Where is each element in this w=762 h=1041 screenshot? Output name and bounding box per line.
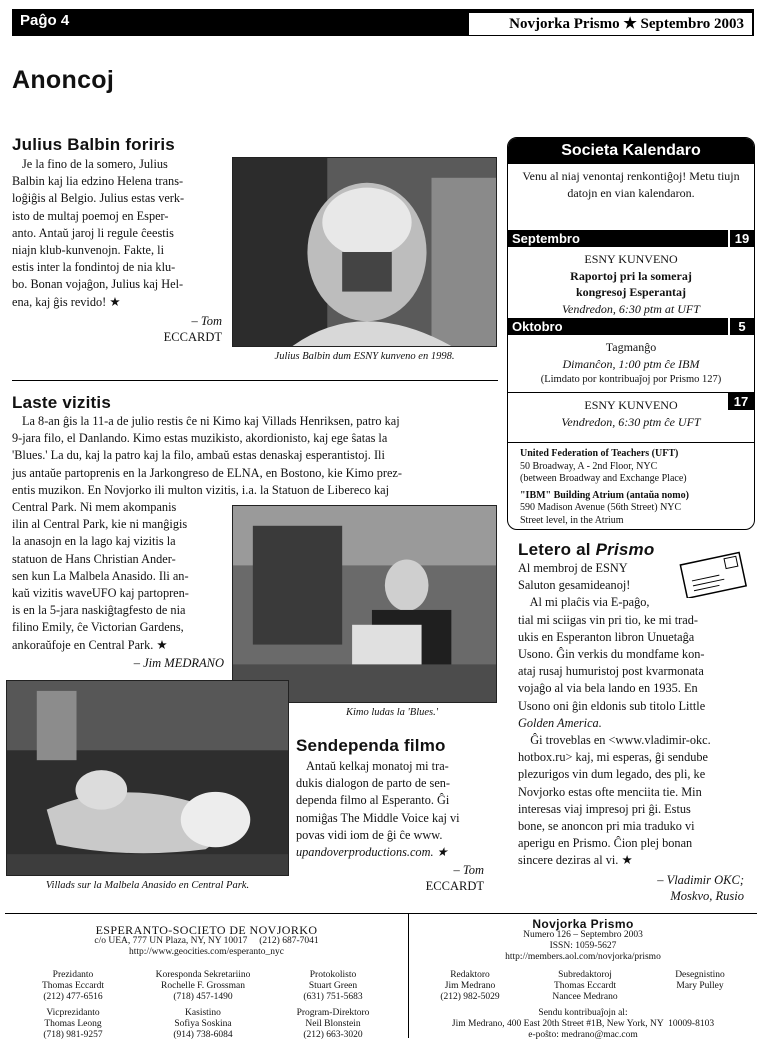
text-line: la anasojn en la lago kaj vizitis la [12,534,176,549]
staff-role: Desegnistino [675,970,725,980]
letter-byline [600,872,744,904]
text-line: tial mi sciigas vin pri tio, ke mi trad- [518,612,698,627]
officer-phone: (212) 477-6516 [43,992,103,1002]
staff-name: Mary Pulley [676,981,724,991]
event-when: Dimanĉon, 1:00 ptm ĉe IBM [562,356,700,371]
filmo-body [296,758,496,861]
officer [13,970,133,1003]
text-line: Saluton gesamideanoj! [518,578,631,593]
officer-name: Thomas Eccardt [42,981,104,991]
society-name: ESPERANTO-SOCIETO DE NOVJORKO [95,923,318,937]
officer-role: Kasistino [185,1008,221,1018]
text-line: Al mi plaĉis via E-paĝo, [518,595,650,610]
byline-line: Moskvo, Rusio [670,889,744,903]
text-line: loĝiĝis al Belgio. Julius estas verk- [12,191,185,206]
event-title: Tagmanĝo [605,340,657,354]
footer [5,913,757,1040]
calendar-title: Societa Kalendaro [508,138,754,164]
society-calendar [507,137,755,530]
text-line: Central Park. Ni mem akompanis [12,500,177,514]
officer-phone: (718) 457-1490 [173,992,233,1002]
address-line: "IBM" Building Atrium (antaŭa nomo) [520,489,689,501]
byline-line: – Tom [453,863,484,877]
address-line: 50 Broadway, A - 2nd Floor, NYC [520,460,658,472]
staff-name: Jim Medrano [444,981,496,991]
text-line: filino Emily, ĉe Victorian Gardens, [12,620,184,635]
address-line: Street level, in the Atrium [520,514,624,526]
text-line: Usono. Ĝin verkis du mondfame kon- [518,647,705,662]
staff-name: Thomas Eccardt [554,981,616,991]
text-line: Balbin kaj lia edzino Helena trans- [12,174,184,189]
balbin-headline: Julius Balbin foriris [12,135,175,154]
calendar-addresses [508,443,754,527]
day-badge: 5 [728,318,754,335]
prismo-web: http://members.aol.com/novjorka/prismo [505,952,661,962]
officer-phone: (914) 738-6084 [173,1030,233,1040]
headline-part: Letero al [518,540,596,559]
address-line: 590 Madison Avenue (56th Street) NYC [520,502,682,513]
officer-role: Protokolisto [309,970,357,980]
text-line: isto de multaj poemoj en Esper- [12,208,169,223]
text-line: bo. Bonan vojaĝon, Julius kaj Hel- [12,277,184,292]
text-line: sen kun La Malbela Anasido. Ili an- [12,568,189,583]
text-line: is en la 5-jara naskiĝtagfesto de nia [12,603,186,618]
headline-part: Prismo [595,540,655,559]
staff [525,970,645,1003]
kimo-photo [232,505,497,703]
officer-name: Thomas Leong [44,1019,102,1029]
filmo-byline [360,862,484,894]
text-line: ilin al Central Park, kie ni manĝigis [12,517,188,532]
staff-role: Redaktoro [450,970,490,980]
month-bar-october [508,318,754,335]
event-note: (Limdato por kontribuaĵoj por Prismo 127) [540,374,722,385]
month-label: Septembro [512,231,580,246]
event-when: Vendredon, 6:30 ptm ĉe UFT [561,414,701,429]
vizitis-byline: – Jim MEDRANO [133,656,224,670]
prismo-issue: Numero 126 – Septembro 2003 [523,930,643,940]
text-line: bone, se anoncon pri mia traduko vi [518,819,695,834]
officer [273,970,393,1003]
officer-phone: (718) 981-9257 [43,1030,103,1040]
event-tagmango [508,335,754,392]
balbin-body [12,156,226,311]
byline-line: ECCARDT [425,879,484,893]
text-line: niajn klub-kunvenojn. Fakte, li [12,243,164,258]
event-esny-october [508,392,754,442]
send-email: e-poŝto: medrano@mac.com [528,1030,638,1040]
kimo-caption: Kimo ludas la 'Blues.' [346,707,438,718]
staff [415,970,525,1003]
officer-name: Stuart Green [308,981,358,991]
vizitis-headline: Laste vizitis [12,393,111,412]
event-esny-september [508,247,754,318]
byline-line: – Tom [191,314,222,328]
text-line: ena, kaj ĝis revido! ★ [12,294,121,309]
month-bar-september [508,230,754,247]
balbin-caption: Julius Balbin dum ESNY kunveno en 1998. [274,351,455,362]
text-line: vojaĝo al via bela lando en 1935. En [518,681,698,696]
text-line: dependa filmo al Esperanto. Ĝi [296,793,450,808]
letter-body [518,560,754,870]
text-line: ankoraŭfoje en Central Park. ★ [12,637,168,652]
staff-extra: Nancee Medrano [552,992,618,1002]
officer-name: Neil Blonstein [305,1019,361,1029]
event-detail: kongresoj Esperantaj [575,285,687,299]
send-label: Sendu kontribuaĵojn al: [538,1008,628,1018]
text-line: anto. Antaŭ jaroj li regule ĉeestis [12,225,174,240]
send-address: Jim Medrano, 400 East 20th Street #1B, New York, NY 10009-8103 [451,1019,715,1029]
society-address: c/o UEA, 777 UN Plaza, NY, NY 10017 (212) 687-7041 [94,936,319,946]
event-title: ESNY KUNVENO [584,398,678,412]
calendar-intro: Venu al niaj venontaj renkontiĝoj! Metu tiujn datojn en vian kalendaron. [522,169,740,200]
page-number: Paĝo 4 [20,12,70,29]
society-block [5,925,408,958]
staff-role: Subredaktoroj [558,970,612,980]
balbin-photo [232,157,497,347]
text-line: Al membroj de ESNY [518,561,628,575]
text-line: La 8-an ĝis la 11-a de julio restis ĉe ni Kimo kaj Villads Henriksen, patro kaj [22,414,400,428]
vizitis-body-narrow [12,499,226,654]
address-line: United Federation of Teachers (UFT) [520,448,679,459]
text-line: ataj rusaj humuristoj post kvarmonata [518,664,704,679]
text-line: estis inter la fondintoj de nia klu- [12,260,176,275]
officer [13,1008,133,1041]
villads-photo [6,680,289,876]
text-line: interesas viaj impresoj pri ĝi. Estus [518,801,691,816]
staff [645,970,755,992]
text-line: kaŭ vizitis waveUFO kaj partopren- [12,586,189,601]
letter-headline [518,540,654,560]
prismo-title: Novjorka Prismo [532,917,634,931]
officer-phone: (631) 751-5683 [303,992,363,1002]
officer [133,970,273,1003]
text-line: 9-jara filo, el Danlando. Kimo estas muzikisto, akordionisto, kaj ege ŝatas la [12,431,388,446]
text-line: Usono oni ĝin eldonis sub titolo Little [518,698,706,713]
text-line: Je la fino de la somero, Julius [22,157,168,171]
staff-extra: (212) 982-5029 [440,992,500,1002]
text-line: Novjorko estas ofte menciita tie. Min [518,784,702,799]
text-line: dukis dialogon de parto de sen- [296,776,451,791]
prismo-block [409,919,757,963]
text-line: Ĝi troveblas en <www.vladimir-okc. [518,733,711,748]
text-line: sincere deziras al vi. ★ [518,853,633,868]
prismo-issn: ISSN: 1059-5627 [549,941,617,951]
byline-line: ECCARDT [163,330,222,344]
text-line: plezurigos vin dum legado, des pli, ke [518,767,706,782]
section-title: Anoncoj [12,66,115,94]
officer-role: Vicprezidanto [46,1008,100,1018]
byline-line: – Vladimir OKC; [657,873,744,887]
officer-role: Korespondа Sekretariino [155,970,251,980]
officer [273,1008,393,1041]
society-web: http://www.geocities.com/esperanto_nyc [128,947,285,957]
officer-phone: (212) 663-3020 [303,1030,363,1040]
address-line: (between Broadway and Exchange Place) [520,473,687,484]
event-title: ESNY KUNVENO [584,252,678,266]
send-block [409,1008,757,1041]
balbin-byline [100,313,222,345]
vizitis-body-wide [12,413,498,499]
officer [133,1008,273,1041]
text-line: ukis en Esperanton libron Unuetaĝa [518,629,695,644]
text-line: aperigu en Prismo. Ĉion plej bonan [518,836,693,851]
text-line: statuon de Hans Christian Ander- [12,551,176,566]
text-line: entis muzikon. En Novjorko ili multon vizitis, i.a. la Statuon de Libereco kaj [12,482,390,497]
event-detail: Raportoj pri la someraj [570,268,692,283]
day-badge: 17 [728,393,754,410]
text-line: povas vidi iom de ĝi ĉe www. [296,827,443,842]
officer-name: Rochelle F. Grossman [161,981,245,991]
text-line: Antaŭ kelkaj monatoj mi tra- [306,759,449,773]
text-line: hotbox.ru> kaj, mi esperas, ĝi sendube [518,750,708,765]
text-line: upandoverproductions.com. ★ [296,845,448,860]
filmo-headline: Sendependa filmo [296,736,446,755]
month-label: Oktobro [512,319,563,334]
event-when: Vendredon, 6:30 ptm at UFT [562,301,700,316]
text-line: nomiĝas The Middle Voice kaj vi [296,810,460,825]
day-badge: 19 [728,230,754,247]
text-line: Golden America. [518,715,602,730]
officer-role: Program-Direktoro [296,1008,370,1018]
officer-role: Prezidanto [52,970,94,980]
text-line: 'Blues.' La du, kaj la patro kaj la filo, ambaŭ estas denaskaj esperantistoj. Ili [12,448,385,463]
officer-name: Sofiya Soskina [174,1019,232,1029]
masthead: Novjorka Prismo ★ Septembro 2003 [469,13,752,35]
section-rule [12,380,498,381]
text-line: jus antaŭe partoprenis en la Jarkongreso de ELNA, en Bostono, kie Kimo prez- [12,465,402,480]
villads-caption: Villads sur la Malbela Anasido en Central Park. [45,880,250,891]
